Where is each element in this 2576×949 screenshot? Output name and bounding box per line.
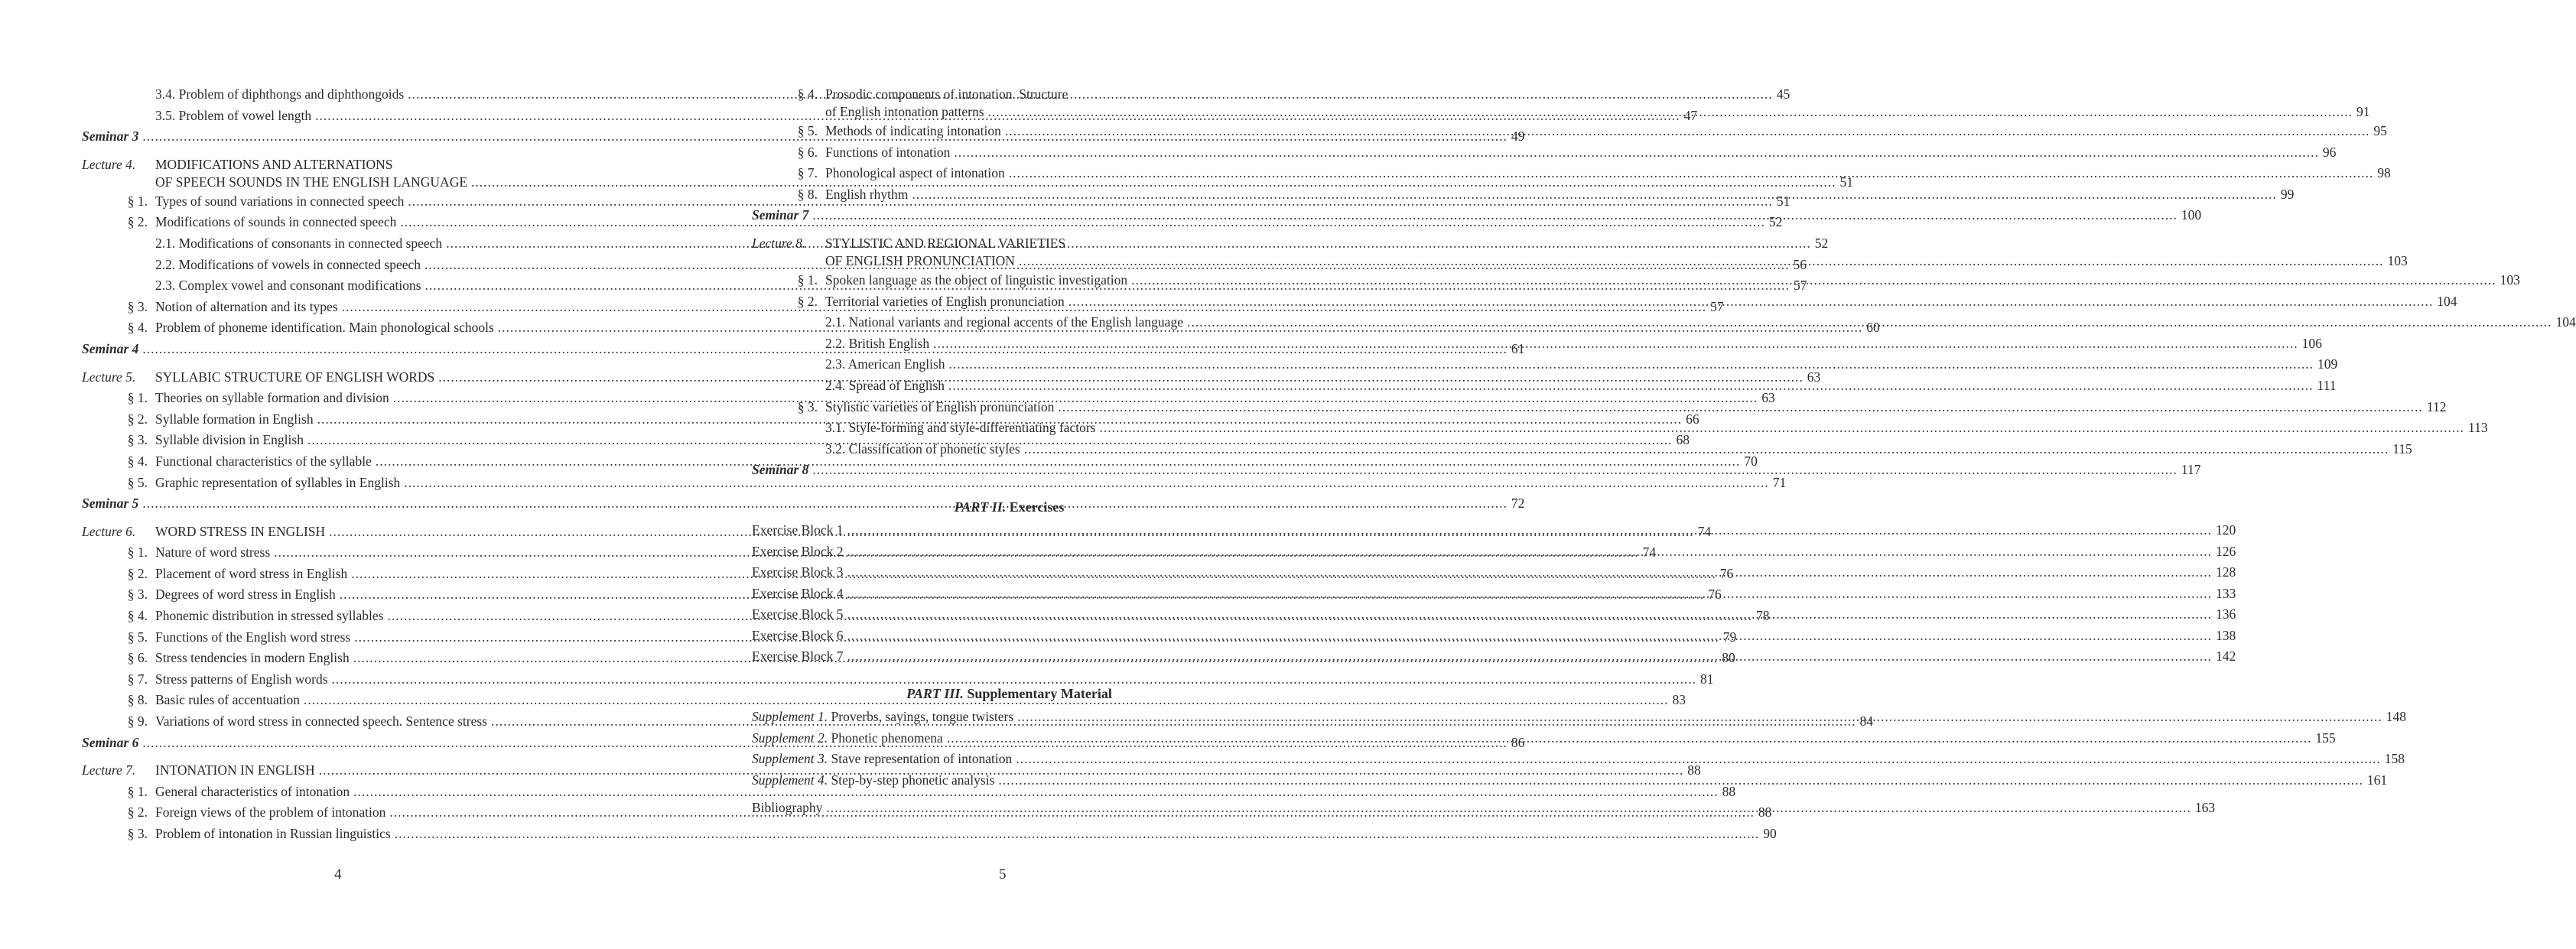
toc-page: 113 <box>2467 420 2488 436</box>
leader-dots <box>1187 314 2552 331</box>
toc-page: 61 <box>1511 340 1525 356</box>
toc-page: 100 <box>2181 207 2202 223</box>
toc-page: 80 <box>1722 650 1735 666</box>
section-marker: § 2. <box>127 565 148 581</box>
section-marker: § 5. <box>127 474 148 490</box>
toc-label: 2.4. Spread of English <box>825 377 945 393</box>
section-marker: § 2. <box>127 411 148 427</box>
toc-page: 76 <box>1719 565 1734 581</box>
toc-label: Stylistic varieties of English pronunciation <box>825 398 1055 414</box>
leader-dots <box>847 564 2213 581</box>
leader-dots <box>933 335 2298 353</box>
lecture-marker: Lecture 5. <box>82 369 136 385</box>
toc-label: 2.3. Complex vowel and consonant modifications <box>155 278 421 294</box>
toc-label: Exercise Block 7 <box>752 648 844 665</box>
toc-label: 2.3. American English <box>825 356 945 372</box>
toc-label: Exercise Block 6 <box>752 627 844 643</box>
lecture-marker: Lecture 7. <box>82 762 136 778</box>
toc-label: Types of sound variations in connected speech <box>155 193 405 209</box>
toc-page: 84 <box>1859 713 1873 730</box>
toc-page: 79 <box>1722 629 1737 645</box>
toc-label: Syllable division in English <box>155 432 304 448</box>
toc-label: Modifications of sounds in connected speech <box>155 214 397 230</box>
leader-dots <box>847 627 2213 645</box>
toc-page: 47 <box>1683 107 1698 123</box>
toc-page: 88 <box>1687 762 1701 778</box>
toc-page: 115 <box>2392 440 2412 457</box>
toc-page: 60 <box>1866 320 1880 336</box>
toc-page: 45 <box>1776 86 1791 102</box>
toc-label: Proverbs, sayings, tongue twisters <box>831 709 1014 725</box>
seminar-label: Seminar 4 <box>82 340 139 356</box>
toc-label: General characteristics of intonation <box>155 783 350 799</box>
toc-label: 3.4. Problem of diphthongs and diphthongoids <box>155 86 405 102</box>
leader-dots <box>1058 398 2423 416</box>
toc-entry[interactable] <box>82 671 1714 692</box>
part-prefix: PART III. <box>906 686 964 702</box>
section-marker: § 4. <box>127 453 148 469</box>
toc-page: 163 <box>2194 800 2216 816</box>
supplement-marker: Supplement 4. <box>752 772 828 788</box>
leader-dots <box>948 377 2314 395</box>
toc-label: Exercise Block 1 <box>752 522 844 538</box>
toc-page: 104 <box>2555 314 2576 330</box>
toc-label: 2.1. Modifications of consonants in connected speech <box>155 235 443 251</box>
leader-dots <box>1009 164 2374 182</box>
part-title: Supplementary Material <box>967 686 1112 702</box>
toc-page: 120 <box>2216 522 2236 538</box>
section-marker: § 3. <box>127 298 148 314</box>
section-marker: § 5. <box>127 629 148 645</box>
toc-page: 71 <box>1772 474 1787 490</box>
toc-page: 57 <box>1794 278 1807 294</box>
leader-dots <box>988 103 2353 121</box>
toc-page: 52 <box>1768 214 1783 230</box>
toc-page: 158 <box>2384 751 2405 767</box>
toc-label: 2.2. Modifications of vowels in connected speech <box>155 256 421 272</box>
toc-label: Problem of phoneme identification. Main phonological schools <box>155 320 494 336</box>
toc-page: 57 <box>1710 298 1724 314</box>
toc-label: Phonetic phenomena <box>831 730 943 746</box>
toc-page: 70 <box>1744 453 1758 469</box>
page-number: 4 <box>334 866 342 882</box>
section-marker: § 3. <box>127 587 148 603</box>
toc-page: 136 <box>2216 606 2236 622</box>
toc-label: Functions of intonation <box>825 144 951 160</box>
lecture-title-line1: MODIFICATIONS AND ALTERNATIONS <box>155 156 393 172</box>
toc-label: Exercise Block 4 <box>752 585 844 601</box>
seminar-label: Seminar 5 <box>82 496 139 512</box>
section-marker: § 5. <box>797 123 818 138</box>
toc-page: 66 <box>1686 411 1699 427</box>
section-marker: § 6. <box>127 650 148 666</box>
toc-entry[interactable] <box>82 825 1777 847</box>
part-prefix: PART II. <box>954 499 1007 515</box>
toc-label: Problem of intonation in Russian linguistics <box>155 826 391 841</box>
section-marker: § 8. <box>127 692 148 708</box>
lecture-marker: Lecture 4. <box>82 156 136 172</box>
lecture-title-line2: OF SPEECH SOUNDS IN THE ENGLISH LANGUAGE <box>155 174 468 190</box>
toc-label: Syllable formation in English <box>155 411 314 427</box>
toc-label: Notion of alternation and its types <box>155 298 338 314</box>
leader-dots <box>949 356 2314 373</box>
toc-page: 111 <box>2317 377 2337 393</box>
toc-label: Graphic representation of syllables in English <box>155 474 401 490</box>
toc-page: 51 <box>1839 174 1854 190</box>
section-marker: § 9. <box>127 713 148 730</box>
toc-label: 2.2. British English <box>825 335 930 351</box>
section-marker: § 1. <box>127 783 148 799</box>
page-number: 5 <box>999 866 1007 882</box>
lecture-title-line1: STYLISTIC AND REGIONAL VARIETIES <box>825 235 1066 251</box>
toc-label: Variations of word stress in connected speech. Sentence stress <box>155 713 487 730</box>
toc-label: Degrees of word stress in English <box>155 587 336 603</box>
seminar-label: Seminar 8 <box>752 462 809 478</box>
toc-label: Nature of word stress <box>155 544 271 561</box>
section-marker: § 2. <box>127 214 148 230</box>
toc-page: 83 <box>1672 692 1686 708</box>
toc-label: Stress patterns of English words <box>155 671 328 687</box>
leader-dots <box>947 730 2312 747</box>
toc-page: 103 <box>2387 252 2408 268</box>
toc-page: 51 <box>1776 193 1791 209</box>
lecture-title: WORD STRESS IN ENGLISH <box>155 523 326 539</box>
toc-label-line1: Prosodic components of intonation. Structure <box>825 86 1068 102</box>
toc-label: Stave representation of intonation <box>831 751 1013 767</box>
toc-page: 96 <box>2322 144 2337 160</box>
toc-page: 103 <box>2500 271 2520 288</box>
section-marker: § 4. <box>127 320 148 336</box>
leader-dots <box>847 606 2213 623</box>
lecture-title: INTONATION IN ENGLISH <box>155 762 315 778</box>
section-marker: § 4. <box>797 86 818 102</box>
toc-page: 142 <box>2216 648 2236 665</box>
leader-dots <box>1017 708 2382 726</box>
leader-dots <box>998 772 2363 789</box>
toc-label: Phonemic distribution in stressed syllables <box>155 608 384 624</box>
toc-page: 95 <box>2373 123 2387 138</box>
part-3-heading <box>752 686 1267 702</box>
section-marker: § 6. <box>797 144 818 160</box>
toc-page: 126 <box>2216 543 2236 559</box>
toc-entry[interactable] <box>752 144 2337 165</box>
toc-page: 161 <box>2366 772 2388 788</box>
toc-page: 56 <box>1793 256 1807 272</box>
lecture-marker: Lecture 6. <box>82 523 136 539</box>
toc-page: 91 <box>2356 104 2370 119</box>
section-marker: § 1. <box>797 271 818 288</box>
leader-dots <box>1099 419 2464 437</box>
lecture-marker: Lecture 8. <box>752 235 806 251</box>
toc-label: 3.5. Problem of vowel length <box>155 107 312 123</box>
toc-page: 86 <box>1511 734 1525 750</box>
section-marker: § 1. <box>127 390 148 406</box>
toc-page: 155 <box>2315 730 2336 746</box>
toc-label: Exercise Block 2 <box>752 543 844 559</box>
toc-label: English rhythm <box>825 186 909 202</box>
leader-dots <box>1068 293 2434 310</box>
seminar-label: Seminar 7 <box>752 207 809 223</box>
toc-page: 99 <box>2280 186 2295 202</box>
section-marker: § 4. <box>127 608 148 624</box>
toc-page: 74 <box>1697 523 1712 539</box>
toc-page: 72 <box>1511 496 1525 512</box>
toc-label: 3.1. Style-forming and style-differentiating factors <box>825 420 1096 436</box>
toc-page: 128 <box>2216 564 2236 580</box>
toc-label: Foreign views of the problem of intonation <box>155 804 386 821</box>
toc-page: 117 <box>2181 462 2201 478</box>
lecture-title-line2: OF ENGLISH PRONUNCIATION <box>825 252 1015 268</box>
section-marker: § 2. <box>127 804 148 821</box>
section-marker: § 3. <box>797 398 818 414</box>
toc-page: 81 <box>1700 671 1714 687</box>
toc-page: 106 <box>2301 335 2322 351</box>
section-marker: § 7. <box>797 165 818 181</box>
toc-page: 88 <box>1758 804 1772 821</box>
toc-page: 68 <box>1676 432 1690 448</box>
toc-entry[interactable] <box>82 474 1787 496</box>
toc-label: Methods of indicating intonation <box>825 123 1001 138</box>
lecture-title: SYLLABIC STRUCTURE OF ENGLISH WORDS <box>155 369 435 385</box>
toc-label: Basic rules of accentuation <box>155 692 301 708</box>
toc-page: 78 <box>1755 608 1770 624</box>
toc-page: 63 <box>1761 390 1775 406</box>
toc-page: 98 <box>2377 165 2391 181</box>
section-marker: § 3. <box>127 432 148 448</box>
leader-dots <box>1016 750 2381 768</box>
toc-label: Functions of the English word stress <box>155 629 351 645</box>
toc-page: 52 <box>1814 235 1829 251</box>
toc-label: Step-by-step phonetic analysis <box>831 772 995 788</box>
toc-page: 133 <box>2216 585 2236 601</box>
leader-dots <box>847 543 2213 561</box>
leader-dots <box>847 585 2213 603</box>
toc-page: 74 <box>1642 544 1657 561</box>
toc-label: 3.2. Classification of phonetic styles <box>825 440 1020 457</box>
toc-label-line2: of English intonation patterns <box>825 104 984 119</box>
seminar-label: Seminar 3 <box>82 128 139 145</box>
toc-label: Theories on syllable formation and division <box>155 390 389 406</box>
toc-page: 76 <box>1708 587 1722 603</box>
part-2-heading <box>752 499 1267 515</box>
toc-page: 49 <box>1511 128 1525 145</box>
section-marker: § 7. <box>127 671 148 687</box>
toc-page: 112 <box>2426 398 2447 414</box>
leader-dots <box>912 186 2277 203</box>
leader-dots <box>847 522 2213 539</box>
leader-dots <box>1024 440 2389 458</box>
leader-dots <box>812 206 2178 224</box>
toc-page: 90 <box>1763 826 1777 841</box>
toc-label: Functional characteristics of the syllable <box>155 453 372 469</box>
supplement-marker: Supplement 1. <box>752 709 828 725</box>
leader-dots <box>1131 271 2496 289</box>
leader-dots <box>954 144 2319 161</box>
toc-label: Exercise Block 5 <box>752 606 844 622</box>
toc-entry[interactable] <box>82 783 1736 804</box>
seminar-label: Seminar 6 <box>82 734 139 750</box>
section-marker: § 8. <box>797 186 818 202</box>
supplement-marker: Supplement 3. <box>752 751 828 767</box>
toc-label: Exercise Block 3 <box>752 564 844 580</box>
toc-label: Stress tendencies in modern English <box>155 650 350 666</box>
toc-page: 109 <box>2317 356 2338 372</box>
toc-page: 88 <box>1722 783 1736 799</box>
toc-page: 148 <box>2386 709 2406 725</box>
supplement-marker: Supplement 2. <box>752 730 828 746</box>
part-title: Exercises <box>1009 499 1065 515</box>
leader-dots <box>1005 122 2370 140</box>
section-marker: § 1. <box>127 193 148 209</box>
leader-dots <box>1019 252 2384 270</box>
leader-dots <box>826 799 2191 817</box>
toc-label: Spoken language as the object of linguistic investigation <box>825 271 1128 288</box>
toc-page: 63 <box>1807 369 1821 385</box>
leader-dots <box>812 461 2178 479</box>
section-marker: § 2. <box>797 293 818 309</box>
toc-label: Phonological aspect of intonation <box>825 165 1005 181</box>
toc-label: Territorial varieties of English pronunciation <box>825 293 1065 309</box>
section-marker: § 3. <box>127 826 148 841</box>
toc-page: 104 <box>2437 293 2457 309</box>
leader-dots <box>847 648 2213 665</box>
toc-label: Placement of word stress in English <box>155 565 348 581</box>
toc-page: 138 <box>2216 627 2236 643</box>
section-marker: § 1. <box>127 544 148 561</box>
toc-label: Bibliography <box>752 800 823 816</box>
toc-label: 2.1. National variants and regional accents of the English language <box>825 314 1183 330</box>
